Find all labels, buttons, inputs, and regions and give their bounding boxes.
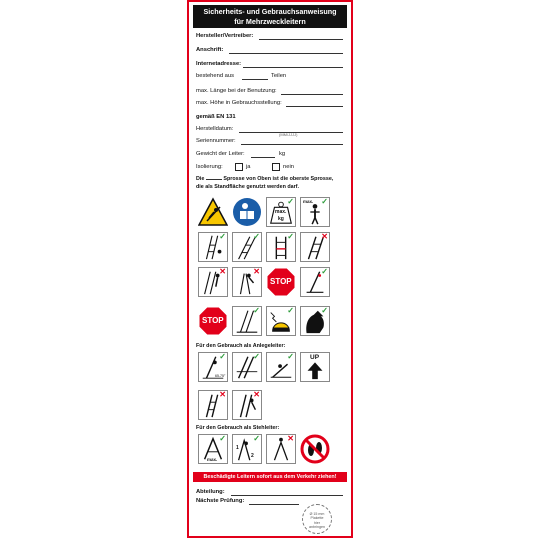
protective-helmet-icon xyxy=(300,306,330,336)
stop-label-2: STOP xyxy=(202,316,224,325)
next-inspection-line xyxy=(249,504,299,505)
address-line xyxy=(229,53,343,54)
department-line xyxy=(231,495,343,496)
department-label: Abteilung: xyxy=(196,489,225,495)
header-line-1: Sicherheits- und Gebrauchsanweisung xyxy=(203,7,337,16)
manufacture-date-label: Herstelldatum: xyxy=(196,126,234,132)
ladder-overreach-icon xyxy=(232,267,262,297)
sticker-text-2: Plakette xyxy=(310,516,324,521)
website-line xyxy=(243,67,343,68)
date-format-hint: (MM/JJJJ) xyxy=(279,132,298,137)
max-length-line xyxy=(281,94,343,95)
standing-section-title: Für den Gebrauch als Stehleiter: xyxy=(196,425,280,431)
warning-fall-icon xyxy=(198,197,228,227)
ladder-broken-icon xyxy=(300,232,330,262)
max-height-line xyxy=(286,106,343,107)
up-label: UP xyxy=(310,354,320,361)
insulation-yes-checkbox[interactable] xyxy=(235,163,243,171)
standing-ladder-max-icon xyxy=(198,434,228,464)
ok-mark: ✓ xyxy=(287,306,294,315)
no-mark: ✕ xyxy=(253,267,260,276)
max-kg-label-1: max. xyxy=(275,209,287,215)
leaning-overlap-icon xyxy=(232,352,262,382)
ok-mark: ✓ xyxy=(219,434,226,443)
insulation-no-label: nein xyxy=(283,164,294,170)
leaning-roof-icon xyxy=(266,352,296,382)
no-mark: ✕ xyxy=(287,434,294,443)
damaged-ladder-warning: Beschädigte Leitern sofort aus dem Verkehr ziehen! xyxy=(193,472,347,482)
ok-mark: ✓ xyxy=(321,197,328,206)
manufacturer-line xyxy=(259,39,343,40)
insulation-yes-label: ja xyxy=(246,164,251,170)
ok-mark: ✓ xyxy=(219,232,226,241)
ok-mark: ✓ xyxy=(321,306,328,315)
ladder-inspection-icon xyxy=(198,232,228,262)
step-label-2: 2 xyxy=(251,453,254,459)
standard-label: gemäß EN 131 xyxy=(196,114,236,120)
parts-label: Teilen xyxy=(271,73,287,79)
stop-sign-icon xyxy=(198,306,228,336)
website-label: Internetadresse: xyxy=(196,61,242,67)
angle-label: 65-75° xyxy=(215,374,226,378)
leaning-side-reach-icon xyxy=(232,390,262,420)
sticker-text-1: Ø 15 mm xyxy=(309,512,325,516)
serial-number-line xyxy=(241,144,343,145)
ok-mark: ✓ xyxy=(219,352,226,361)
ok-mark: ✓ xyxy=(321,267,328,276)
leaning-unsafe-icon xyxy=(198,390,228,420)
insulation-no-checkbox[interactable] xyxy=(272,163,280,171)
max-kg-label-2: kg xyxy=(278,216,284,222)
ladder-step-person-icon xyxy=(198,267,228,297)
rung-note-rest: Sprosse von Oben ist die oberste Sprosse, xyxy=(223,176,334,182)
ok-mark: ✓ xyxy=(287,352,294,361)
parts-count-line xyxy=(242,79,268,80)
ladder-angle-icon xyxy=(300,267,330,297)
rung-note-die: Die xyxy=(196,176,205,182)
ladder-surface-icon xyxy=(232,306,262,336)
address-label: Anschrift: xyxy=(196,47,224,53)
no-mark: ✕ xyxy=(219,267,226,276)
up-arrow-icon xyxy=(300,352,330,382)
rung-number-line xyxy=(206,179,222,180)
ok-mark: ✓ xyxy=(253,232,260,241)
sticker-text-3: hier xyxy=(314,520,320,525)
standing-ladder-steps-icon xyxy=(232,434,262,464)
no-mark: ✕ xyxy=(321,232,328,241)
ok-mark: ✓ xyxy=(253,434,260,443)
ok-mark: ✓ xyxy=(287,197,294,206)
stop-sign-icon xyxy=(266,267,296,297)
max-load-kg-icon xyxy=(266,197,296,227)
no-mark: ✕ xyxy=(219,390,226,399)
rung-note-line-2: die als Standfläche genutzt werden darf. xyxy=(196,184,300,190)
label-header xyxy=(193,5,347,28)
leaning-angle-icon xyxy=(198,352,228,382)
no-standing-top-icon xyxy=(300,434,330,464)
ladder-safety-label xyxy=(187,0,353,538)
electrical-hazard-icon xyxy=(266,306,296,336)
ladder-rungs-icon xyxy=(266,232,296,262)
weight-line xyxy=(251,157,275,158)
header-line-2: für Mehrzweckleitern xyxy=(234,16,306,26)
serial-number-label: Seriennummer: xyxy=(196,138,236,144)
standing-ladder-top-icon xyxy=(266,434,296,464)
max-person-label: max. xyxy=(303,199,314,204)
no-mark: ✕ xyxy=(253,390,260,399)
ladder-damaged-icon xyxy=(232,232,262,262)
inspection-sticker-area xyxy=(302,504,332,534)
leaning-section-title: Für den Gebrauch als Anlegeleiter: xyxy=(196,343,286,349)
insulation-label: Isolierung: xyxy=(196,164,223,170)
max-one-person-icon xyxy=(300,197,330,227)
ok-mark: ✓ xyxy=(253,306,260,315)
step-label-1: 1 xyxy=(236,445,239,451)
max-length-label: max. Länge bei der Benutzung: xyxy=(196,88,277,94)
next-inspection-label: Nächste Prüfung: xyxy=(196,498,245,504)
ok-mark: ✓ xyxy=(253,352,260,361)
read-manual-icon xyxy=(232,197,262,227)
manufacturer-label: Hersteller/Vertreiber: xyxy=(196,33,254,39)
ok-mark: ✓ xyxy=(287,232,294,241)
standing-max-label: max. xyxy=(207,457,218,462)
rung-note-line-1 xyxy=(196,176,333,182)
max-height-label: max. Höhe in Gebrauchsstellung: xyxy=(196,100,282,106)
weight-unit: kg xyxy=(279,151,286,157)
stop-label-1: STOP xyxy=(270,277,292,286)
weight-label: Gewicht der Leiter: xyxy=(196,151,245,157)
consisting-of-label: bestehend aus xyxy=(196,73,235,79)
sticker-text-4: anbringen xyxy=(309,525,325,530)
